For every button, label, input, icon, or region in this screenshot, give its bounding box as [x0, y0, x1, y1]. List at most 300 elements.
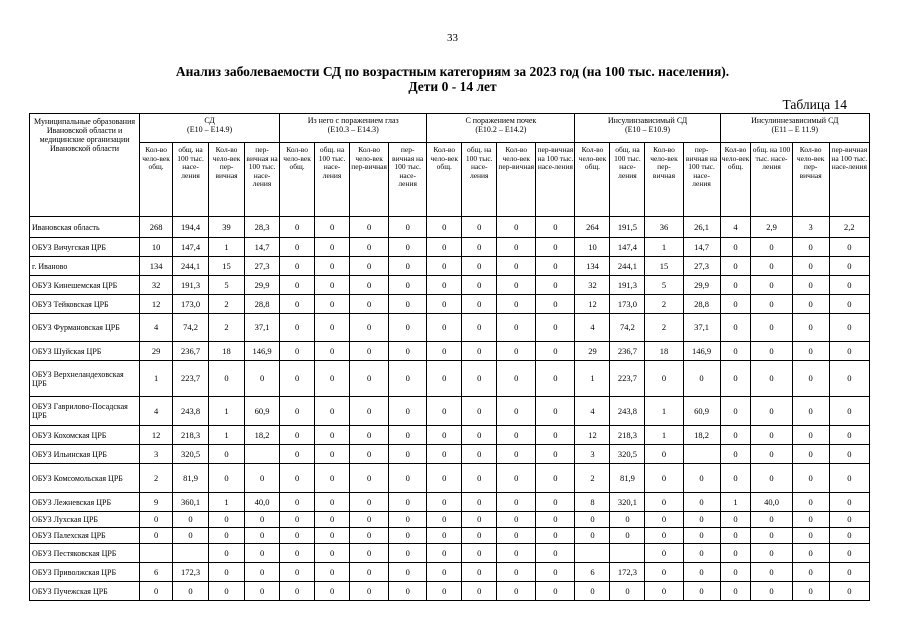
table-cell: 0	[720, 464, 751, 493]
table-cell: 0	[792, 257, 829, 276]
table-cell: 0	[280, 257, 315, 276]
table-cell: 0	[350, 295, 389, 314]
table-cell: 0	[280, 445, 315, 464]
table-cell: 0	[645, 361, 683, 397]
table-cell: 26,1	[683, 217, 720, 238]
table-cell: 5	[209, 276, 245, 295]
table-cell: 0	[315, 493, 350, 512]
table-cell: 18	[645, 342, 683, 361]
table-row	[30, 512, 870, 528]
table-cell: 0	[462, 238, 497, 257]
table-cell: 0	[536, 582, 575, 601]
table-cell: 0	[173, 582, 209, 601]
table-cell: 0	[350, 582, 389, 601]
table-cell: 0	[280, 528, 315, 544]
table-cell: 0	[350, 276, 389, 295]
table-cell: 0	[315, 361, 350, 397]
group-label: Инсулиннезависимый СД	[751, 116, 839, 125]
table-cell: 0	[497, 544, 536, 563]
table-cell: 0	[427, 493, 462, 512]
table-cell: 0	[536, 544, 575, 563]
table-cell: 0	[245, 563, 280, 582]
table-cell: 0	[792, 582, 829, 601]
table-cell: 0	[720, 582, 751, 601]
table-cell: 0	[683, 544, 720, 563]
table-row	[30, 217, 870, 238]
table-cell: 0	[829, 397, 869, 426]
table-cell: 223,7	[610, 361, 645, 397]
table-cell: 0	[462, 563, 497, 582]
table-cell: 0	[280, 426, 315, 445]
table-cell: 0	[350, 217, 389, 238]
table-cell: 27,3	[245, 257, 280, 276]
table-cell: 0	[829, 342, 869, 361]
table-cell: 5	[645, 276, 683, 295]
table-cell: 0	[536, 238, 575, 257]
group-label: Инсулинзависимый СД	[607, 116, 688, 125]
table-cell: 1	[209, 238, 245, 257]
table-cell: 173,0	[610, 295, 645, 314]
table-cell: 0	[209, 361, 245, 397]
subcolumn-header: пер-вичная на 100 тыс. насе-ления	[389, 143, 427, 217]
table-cell: 0	[575, 512, 610, 528]
table-cell: 0	[462, 295, 497, 314]
group-header	[427, 114, 575, 143]
table-cell: 0	[829, 426, 869, 445]
table-cell: 12	[140, 295, 173, 314]
table-cell: 0	[389, 582, 427, 601]
row-name: ОБУЗ Пестяковская ЦРБ	[30, 544, 140, 563]
table-cell: 0	[173, 528, 209, 544]
table-cell: 0	[315, 464, 350, 493]
table-cell: 0	[829, 512, 869, 528]
table-cell: 146,9	[683, 342, 720, 361]
table-cell: 0	[536, 257, 575, 276]
table-cell: 28,8	[245, 295, 280, 314]
table-cell: 0	[497, 445, 536, 464]
table-cell: 0	[497, 217, 536, 238]
subcolumn-header: общ. на 100 тыс. насе-ления	[751, 143, 792, 217]
table-cell: 3	[140, 445, 173, 464]
table-cell: 0	[497, 342, 536, 361]
table-cell: 223,7	[173, 361, 209, 397]
table-cell: 0	[389, 361, 427, 397]
table-cell: 0	[829, 528, 869, 544]
table-cell: 0	[427, 314, 462, 342]
table-cell: 0	[497, 295, 536, 314]
table-cell: 29	[575, 342, 610, 361]
row-name: ОБУЗ Лежневская ЦРБ	[30, 493, 140, 512]
table-cell: 2,2	[829, 217, 869, 238]
table-cell: 218,3	[173, 426, 209, 445]
table-cell: 60,9	[683, 397, 720, 426]
table-cell: 0	[536, 512, 575, 528]
table-cell: 29,9	[683, 276, 720, 295]
table-cell: 0	[792, 563, 829, 582]
table-cell: 0	[427, 563, 462, 582]
table-cell: 0	[315, 217, 350, 238]
table-cell: 0	[751, 426, 792, 445]
table-cell: 0	[497, 238, 536, 257]
table-cell: 0	[350, 512, 389, 528]
table-cell: 4	[575, 397, 610, 426]
table-cell: 37,1	[683, 314, 720, 342]
table-cell: 0	[209, 563, 245, 582]
table-cell: 0	[645, 582, 683, 601]
table-cell: 0	[645, 464, 683, 493]
table-cell: 0	[792, 445, 829, 464]
morbidity-table	[29, 113, 870, 601]
table-cell: 0	[683, 528, 720, 544]
table-cell: 0	[245, 544, 280, 563]
table-cell: 0	[350, 238, 389, 257]
table-cell: 2	[575, 464, 610, 493]
table-cell: 320,5	[610, 445, 645, 464]
table-cell: 0	[645, 528, 683, 544]
table-cell: 0	[720, 426, 751, 445]
row-name: г. Иваново	[30, 257, 140, 276]
table-cell: 0	[280, 582, 315, 601]
table-cell: 0	[427, 544, 462, 563]
row-name: ОБУЗ Комсомольская ЦРБ	[30, 464, 140, 493]
table-cell: 0	[497, 493, 536, 512]
table-cell: 0	[536, 342, 575, 361]
table-cell: 0	[427, 528, 462, 544]
table-cell: 0	[350, 342, 389, 361]
table-cell: 81,9	[173, 464, 209, 493]
table-cell: 4	[575, 314, 610, 342]
table-cell: 15	[645, 257, 683, 276]
table-cell: 12	[575, 426, 610, 445]
subcolumn-header: общ. на 100 тыс. насе-ления	[173, 143, 209, 217]
table-cell: 147,4	[173, 238, 209, 257]
row-name: ОБУЗ Палехская ЦРБ	[30, 528, 140, 544]
table-cell	[245, 445, 280, 464]
table-row	[30, 276, 870, 295]
row-name: ОБУЗ Приволжская ЦРБ	[30, 563, 140, 582]
row-name: ОБУЗ Лухская ЦРБ	[30, 512, 140, 528]
table-cell: 27,3	[683, 257, 720, 276]
table-cell: 0	[315, 295, 350, 314]
table-cell: 0	[575, 582, 610, 601]
table-cell: 0	[350, 544, 389, 563]
table-cell: 0	[427, 217, 462, 238]
row-name: ОБУЗ Ильинская ЦРБ	[30, 445, 140, 464]
table-cell: 0	[315, 544, 350, 563]
table-cell: 0	[751, 582, 792, 601]
table-cell: 0	[462, 276, 497, 295]
table-cell: 0	[462, 257, 497, 276]
subcolumn-header: Кол-во чело-век пер-вичная	[645, 143, 683, 217]
group-header	[280, 114, 427, 143]
table-cell: 0	[792, 361, 829, 397]
table-cell: 0	[536, 493, 575, 512]
table-cell: 0	[280, 342, 315, 361]
table-cell: 1	[209, 426, 245, 445]
table-cell: 0	[751, 314, 792, 342]
table-cell: 0	[315, 528, 350, 544]
table-cell: 1	[645, 426, 683, 445]
table-cell: 0	[645, 493, 683, 512]
table-cell: 28,3	[245, 217, 280, 238]
table-cell: 0	[683, 464, 720, 493]
table-cell: 39	[209, 217, 245, 238]
table-cell: 0	[427, 276, 462, 295]
table-cell: 191,5	[610, 217, 645, 238]
table-cell: 0	[209, 512, 245, 528]
table-cell: 0	[720, 257, 751, 276]
table-cell: 0	[720, 314, 751, 342]
row-name: Ивановская область	[30, 217, 140, 238]
table-cell: 0	[315, 342, 350, 361]
table-cell: 0	[751, 276, 792, 295]
table-cell: 0	[829, 314, 869, 342]
table-cell: 4	[140, 314, 173, 342]
table-cell: 0	[280, 217, 315, 238]
table-row	[30, 464, 870, 493]
table-cell: 3	[792, 217, 829, 238]
table-cell: 0	[720, 238, 751, 257]
table-cell: 28,8	[683, 295, 720, 314]
table-row	[30, 361, 870, 397]
table-cell: 320,5	[173, 445, 209, 464]
table-cell: 194,4	[173, 217, 209, 238]
table-row	[30, 445, 870, 464]
subcolumn-header: Кол-во чело-век общ.	[575, 143, 610, 217]
table-cell: 147,4	[610, 238, 645, 257]
table-cell: 0	[245, 464, 280, 493]
table-cell: 0	[280, 397, 315, 426]
table-cell: 0	[751, 512, 792, 528]
table-cell: 0	[389, 295, 427, 314]
table-cell: 60,9	[245, 397, 280, 426]
table-cell: 0	[389, 217, 427, 238]
table-cell: 2	[645, 295, 683, 314]
table-cell: 0	[462, 582, 497, 601]
table-cell: 15	[209, 257, 245, 276]
table-row	[30, 544, 870, 563]
page-number: 33	[447, 32, 458, 44]
table-cell: 134	[140, 257, 173, 276]
table-cell: 0	[462, 342, 497, 361]
group-header	[575, 114, 720, 143]
group-label: СД	[204, 116, 215, 125]
table-cell: 0	[462, 217, 497, 238]
table-cell: 0	[427, 397, 462, 426]
table-cell: 10	[575, 238, 610, 257]
table-cell: 0	[792, 512, 829, 528]
table-cell: 0	[829, 563, 869, 582]
table-label: Таблица 14	[782, 97, 847, 112]
table-cell: 0	[315, 397, 350, 426]
table-cell: 0	[792, 342, 829, 361]
table-cell: 0	[536, 445, 575, 464]
group-code: (Е10.2 – Е14.2)	[475, 125, 527, 134]
subcolumn-header: Кол-во чело-век общ.	[427, 143, 462, 217]
table-cell: 0	[140, 512, 173, 528]
table-cell: 191,3	[610, 276, 645, 295]
table-cell: 3	[575, 445, 610, 464]
table-cell: 32	[575, 276, 610, 295]
table-cell: 0	[389, 464, 427, 493]
table-cell: 0	[751, 238, 792, 257]
table-row	[30, 582, 870, 601]
table-cell: 37,1	[245, 314, 280, 342]
table-cell: 0	[350, 528, 389, 544]
table-cell: 2	[209, 314, 245, 342]
table-cell: 0	[140, 528, 173, 544]
group-code: (Е10.3 – Е14.3)	[327, 125, 379, 134]
table-cell: 0	[462, 544, 497, 563]
table-cell: 74,2	[610, 314, 645, 342]
table-cell: 0	[536, 361, 575, 397]
subcolumn-header: Кол-во чело-век пер-вичная	[209, 143, 245, 217]
table-cell: 0	[829, 464, 869, 493]
table-cell: 0	[280, 544, 315, 563]
table-cell: 0	[683, 512, 720, 528]
table-cell: 6	[140, 563, 173, 582]
table-cell: 0	[645, 512, 683, 528]
table-cell: 0	[462, 512, 497, 528]
table-cell: 0	[350, 493, 389, 512]
table-cell	[683, 445, 720, 464]
table-cell: 0	[280, 464, 315, 493]
table-cell: 236,7	[610, 342, 645, 361]
table-cell: 1	[720, 493, 751, 512]
table-cell: 0	[829, 295, 869, 314]
table-cell: 0	[209, 544, 245, 563]
table-cell	[575, 544, 610, 563]
table-cell: 320,1	[610, 493, 645, 512]
table-cell: 10	[140, 238, 173, 257]
table-cell: 0	[536, 528, 575, 544]
table-cell: 0	[315, 512, 350, 528]
table-cell: 0	[315, 445, 350, 464]
table-cell: 0	[751, 464, 792, 493]
subcolumn-header: общ. на 100 тыс. насе-ления	[610, 143, 645, 217]
table-cell: 0	[720, 361, 751, 397]
table-cell: 0	[497, 464, 536, 493]
table-cell: 236,7	[173, 342, 209, 361]
table-cell: 0	[209, 464, 245, 493]
table-cell: 0	[389, 342, 427, 361]
table-cell: 1	[645, 238, 683, 257]
table-cell: 0	[462, 528, 497, 544]
table-cell: 0	[720, 512, 751, 528]
table-cell: 0	[536, 563, 575, 582]
subcolumn-header: Кол-во чело-век общ.	[140, 143, 173, 217]
table-cell: 0	[315, 257, 350, 276]
table-cell: 0	[497, 397, 536, 426]
table-cell: 0	[462, 493, 497, 512]
subcolumn-header: Кол-во чело-век пер-вичная	[792, 143, 829, 217]
municipality-header: Муниципальные образования Ивановской области и медицинские организации Ивановской области	[30, 114, 140, 217]
subcolumn-header: пер-вичная на 100 тыс. насе-ления	[245, 143, 280, 217]
table-cell: 0	[245, 512, 280, 528]
table-cell: 0	[173, 512, 209, 528]
table-cell: 36	[645, 217, 683, 238]
table-cell: 2	[645, 314, 683, 342]
table-cell: 0	[751, 361, 792, 397]
table-cell: 0	[720, 544, 751, 563]
table-cell: 12	[575, 295, 610, 314]
table-cell: 0	[315, 276, 350, 295]
table-cell: 4	[720, 217, 751, 238]
table-cell: 218,3	[610, 426, 645, 445]
table-cell: 29	[140, 342, 173, 361]
table-cell: 0	[389, 276, 427, 295]
table-cell: 0	[315, 563, 350, 582]
table-cell: 0	[683, 493, 720, 512]
row-name: ОБУЗ Вичугская ЦРБ	[30, 238, 140, 257]
table-cell: 0	[575, 528, 610, 544]
table-cell: 0	[792, 238, 829, 257]
table-cell: 0	[350, 314, 389, 342]
table-cell: 0	[389, 493, 427, 512]
table-cell: 0	[829, 361, 869, 397]
subcolumn-header: общ. на 100 тыс. насе-ления	[462, 143, 497, 217]
table-cell: 81,9	[610, 464, 645, 493]
table-cell: 0	[389, 528, 427, 544]
table-cell: 0	[536, 314, 575, 342]
table-cell: 0	[462, 397, 497, 426]
group-header	[720, 114, 869, 143]
table-cell: 0	[462, 426, 497, 445]
table-row	[30, 295, 870, 314]
table-cell: 0	[829, 544, 869, 563]
table-cell: 0	[720, 342, 751, 361]
table-cell: 0	[536, 426, 575, 445]
subcolumn-header: общ. на 100 тыс. насе-ления	[315, 143, 350, 217]
table-cell	[610, 544, 645, 563]
table-cell: 0	[315, 582, 350, 601]
table-row	[30, 257, 870, 276]
table-row	[30, 238, 870, 257]
table-cell: 0	[427, 512, 462, 528]
table-cell: 0	[751, 342, 792, 361]
table-cell: 244,1	[173, 257, 209, 276]
table-cell: 0	[645, 544, 683, 563]
table-cell: 173,0	[173, 295, 209, 314]
table-row	[30, 493, 870, 512]
table-cell: 0	[350, 257, 389, 276]
subcolumn-header: Кол-во чело-век пер-вичная	[497, 143, 536, 217]
table-cell: 0	[140, 582, 173, 601]
table-cell: 0	[497, 361, 536, 397]
table-cell: 29,9	[245, 276, 280, 295]
table-cell: 0	[280, 563, 315, 582]
table-cell: 0	[497, 314, 536, 342]
table-cell: 0	[389, 426, 427, 445]
table-cell: 0	[829, 276, 869, 295]
row-name: ОБУЗ Тейковская ЦРБ	[30, 295, 140, 314]
group-code: (Е11 – Е 11.9)	[771, 125, 819, 134]
table-cell: 0	[751, 528, 792, 544]
table-cell: 360,1	[173, 493, 209, 512]
table-row	[30, 528, 870, 544]
subcolumn-header: Кол-во чело-век пер-вичная	[350, 143, 389, 217]
row-name: ОБУЗ Шуйская ЦРБ	[30, 342, 140, 361]
table-cell: 1	[209, 493, 245, 512]
row-name: ОБУЗ Кохомская ЦРБ	[30, 426, 140, 445]
table-cell: 0	[720, 276, 751, 295]
table-cell: 0	[683, 361, 720, 397]
table-cell: 0	[497, 426, 536, 445]
table-cell: 0	[427, 295, 462, 314]
table-cell: 0	[497, 582, 536, 601]
table-row	[30, 426, 870, 445]
table-cell: 1	[575, 361, 610, 397]
